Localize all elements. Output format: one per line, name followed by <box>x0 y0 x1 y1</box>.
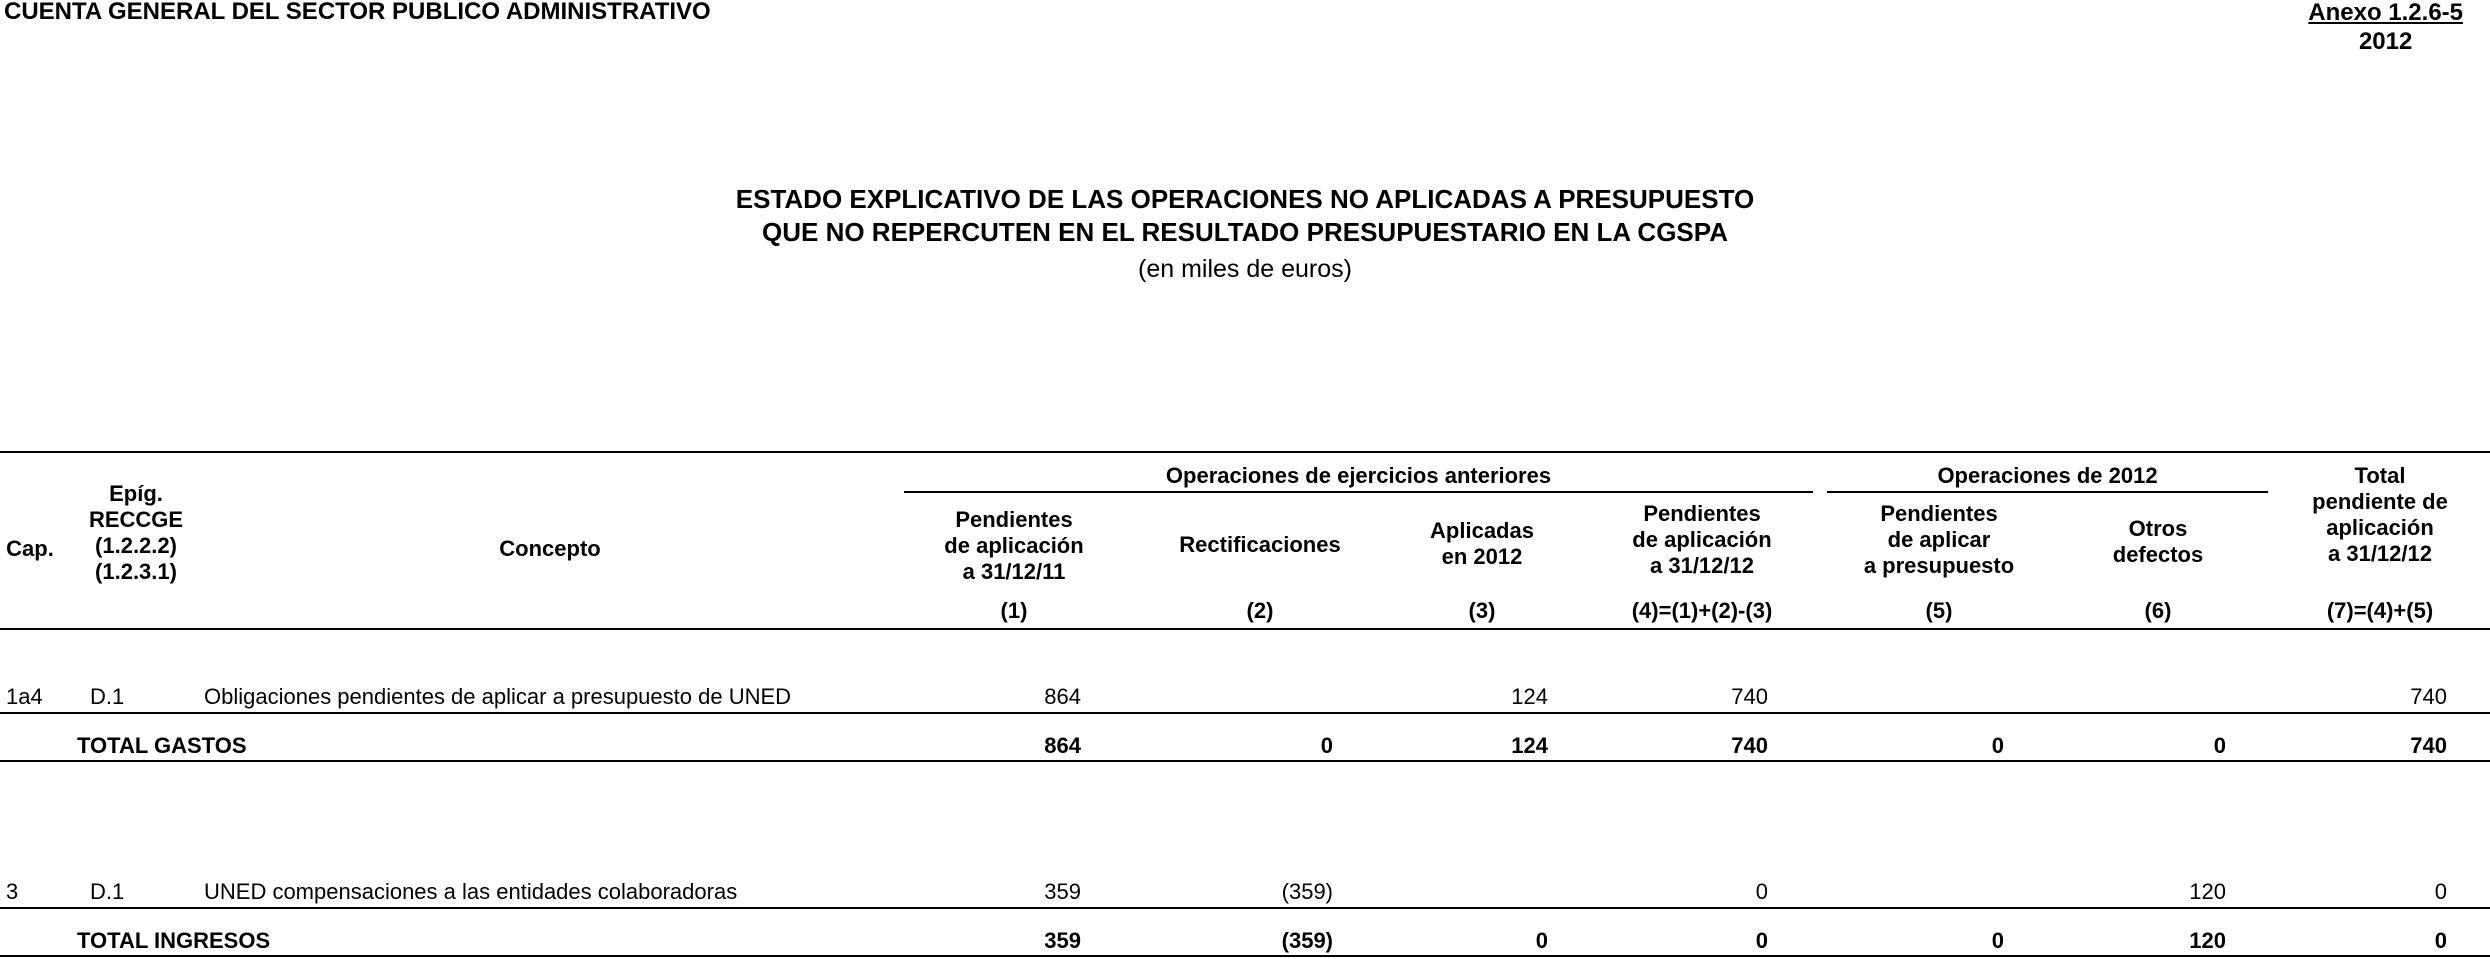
total-v4: 740 <box>1731 733 1768 758</box>
cell-cap: 1a4 <box>6 684 43 709</box>
total-ingresos-label: TOTAL INGRESOS <box>77 928 271 953</box>
cell-v4: 0 <box>1755 879 1768 904</box>
cell-epig: D.1 <box>90 879 125 904</box>
col-header-c5: Pendientes de aplicar a presupuesto <box>1863 501 2015 578</box>
group-rule-2012 <box>1827 491 2268 493</box>
cell-epig: D.1 <box>90 684 125 709</box>
cell-v3: 124 <box>1511 684 1548 709</box>
col-header-concepto: Concepto <box>499 536 601 561</box>
group-header-anteriores: Operaciones de ejercicios anteriores <box>1165 463 1552 488</box>
table-top-rule <box>0 451 2490 453</box>
cell-v2: (359) <box>1281 879 1333 904</box>
cell-v6: 120 <box>2189 879 2226 904</box>
col-num-1: (1) <box>1000 598 1028 623</box>
col-header-cap: Cap. <box>6 536 54 561</box>
cell-v7: 0 <box>2434 879 2447 904</box>
cell-concepto: UNED compensaciones a las entidades colaboradoras <box>204 879 738 904</box>
total-v3: 124 <box>1511 733 1548 758</box>
col-num-4: (4)=(1)+(2)-(3) <box>1631 598 1773 623</box>
total-v7: 740 <box>2410 733 2447 758</box>
group-header-2012: Operaciones de 2012 <box>1937 463 2158 488</box>
gastos-total-rule <box>0 760 2490 762</box>
gastos-row-rule <box>0 712 2490 714</box>
report-title-line1: ESTADO EXPLICATIVO DE LAS OPERACIONES NO APLICADAS A PRESUPUESTO <box>735 184 1755 214</box>
total-gastos-label: TOTAL GASTOS <box>77 733 247 758</box>
col-num-7: (7)=(4)+(5) <box>2326 598 2434 623</box>
total-v6: 0 <box>2213 733 2226 758</box>
annex-year: 2012 <box>2358 28 2413 55</box>
col-header-total: Total pendiente de aplicación a 31/12/12 <box>2312 463 2448 566</box>
col-num-2: (2) <box>1246 598 1274 623</box>
col-num-3: (3) <box>1468 598 1496 623</box>
col-header-c6: Otros defectos <box>2112 516 2204 567</box>
ingresos-row-rule <box>0 907 2490 909</box>
cell-cap: 3 <box>6 879 19 904</box>
col-header-c3: Aplicadas en 2012 <box>1430 518 1534 569</box>
total-v6: 120 <box>2189 928 2226 953</box>
total-v3: 0 <box>1535 928 1548 953</box>
cell-v1: 864 <box>1044 684 1081 709</box>
total-v1: 359 <box>1044 928 1081 953</box>
cell-v7: 740 <box>2410 684 2447 709</box>
annex-block <box>2308 0 2463 56</box>
total-v1: 864 <box>1044 733 1081 758</box>
cell-concepto: Obligaciones pendientes de aplicar a presupuesto de UNED <box>204 684 792 709</box>
header-bottom-rule <box>0 628 2490 630</box>
col-header-epig: Epíg. RECCGE (1.2.2.2) (1.2.3.1) <box>88 481 184 584</box>
total-v5: 0 <box>1991 733 2004 758</box>
col-header-c2: Rectificaciones <box>1179 532 1341 557</box>
cell-v4: 740 <box>1731 684 1768 709</box>
ingresos-total-rule <box>0 955 2490 957</box>
col-num-5: (5) <box>1925 598 1953 623</box>
cell-v1: 359 <box>1044 879 1081 904</box>
total-v7: 0 <box>2434 928 2447 953</box>
total-v2: (359) <box>1281 928 1333 953</box>
total-v4: 0 <box>1755 928 1768 953</box>
annex-label: Anexo 1.2.6-5 <box>2308 0 2463 26</box>
col-header-c1: Pendientes de aplicación a 31/12/11 <box>944 507 1084 584</box>
report-units: (en miles de euros) <box>1138 255 1352 283</box>
total-v2: 0 <box>1320 733 1333 758</box>
total-v5: 0 <box>1991 928 2004 953</box>
document-org-title: CUENTA GENERAL DEL SECTOR PUBLICO ADMINISTRATIVO <box>4 0 711 25</box>
report-title-line2: QUE NO REPERCUTEN EN EL RESULTADO PRESUPUESTARIO EN LA CGSPA <box>762 217 1728 247</box>
group-rule-anteriores <box>904 491 1813 493</box>
col-header-c4: Pendientes de aplicación a 31/12/12 <box>1632 501 1772 578</box>
col-num-6: (6) <box>2144 598 2172 623</box>
